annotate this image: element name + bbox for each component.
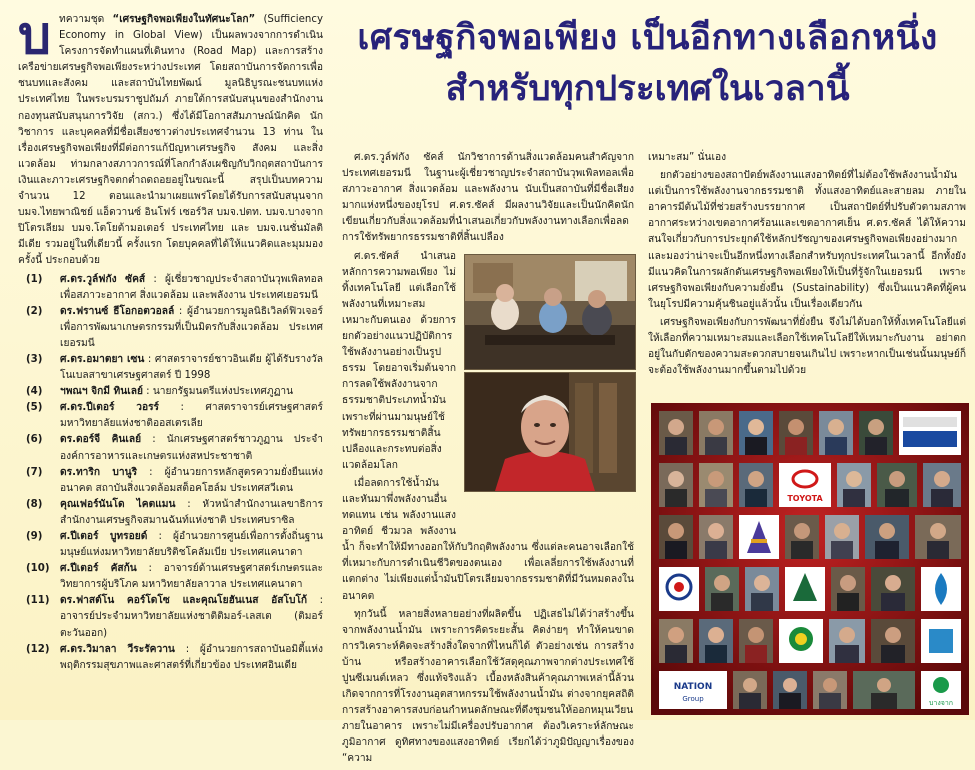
list-item: (10) ศ.ปีเตอร์ คัสก้น : อาจารย์ด้านเศรษฐศาสตร์เกษตรและวิทยาการผู้บริโภค มหาวิทยาลัยลาวาล ประเทศแคนาดา <box>26 563 323 591</box>
title-line-1: เศรษฐกิจพอเพียง เป็นอีกทางเลือกหนึ่ง <box>357 18 938 58</box>
portrait-tile <box>659 619 693 663</box>
body-paragraph: เศรษฐกิจพอเพียงกับการพัฒนาที่ยั่งยืน จึงไม่ได้บอกให้ทิ้งเทคโนโลยีแต่ให้เลือกที่ความเหมาะสมและเลือกใช้เทคโนโลยีให้เหมาะกับงาน อย่าตกอยู่ในกับดักของความสะดวกสบายจนเกินไป เพราะหากเป็นเช่นนั้นมนุษย์ก็จะต้องใช้พลังงานมากขึ้นตามไปด้วย <box>648 316 966 377</box>
list-item: (1) ศ.ดร.วูล์ฟกัง ซัคส์ : ผู้เชี่ยวชาญประจำสถาบันวุพเพิลทอลเพื่อสภาวะอากาศ สิ่งแวดล้อม และพลังงาน ประเทศเยอรมนี <box>26 273 324 301</box>
portrait-tile <box>773 671 807 709</box>
list-item: (8) คุณเฟอร์นันโด ไคตแมน : หัวหน้าสำนักงานเลขาธิการสำนักงานเศรษฐกิจสมานฉันท์แห่งชาติ ประเทศบราซิล <box>26 498 323 526</box>
body-paragraph: เมื่อลดการใช้น้ำมันและหันมาพึ่งพลังงานอื่นทดแทน เช่น พลังงานแสงอาทิตย์ ชีวมวล พลังงานน้ำ ก็จะทำให้มีทางออกให้กับวิกฤติพลังงาน ซึ่งแต่ละคนอาจเลือกใช้ที่เหมาะกับการดำเนินชีวิตของตนเอง เพื่อเลลี่ยการใช้พลังงานที่แตกต่าง ไม่เพียงแต่น้ำมันปิโตรเลียมจากธรรมชาติที่มีวันหมดลงในอนาคต <box>342 477 634 602</box>
logo-tile <box>739 515 779 559</box>
body-paragraph: ศ.ดร.ซัคส์ นำเสนอหลักการความพอเพียง ไม่ทิ้งเทคโนโลยี แต่เลือกใช้พลังงานที่เหมาะสม เหมาะกับตนเอง ด้วยการยกตัวอย่างแนวปฏิบัติการใช้พลังงานอย่างเป็นรูปธรรม โดยอาจเริ่มต้นจากการลดใช้พลังงานจากธรรมชาติประเภทน้ำมัน เพราะที่ผ่านมามนุษย์ใช้ทรัพยากรธรรมชาติสิ้นเปลืองและกระทบต่อสิ่งแวดล้อมโลก <box>342 250 456 471</box>
portrait-tile <box>739 411 773 455</box>
interviewee-collage <box>651 403 969 715</box>
drop-cap: บ <box>18 5 52 66</box>
portrait-tile <box>871 567 915 611</box>
title-line-2: สำหรับทุกประเทศในเวลานี้ <box>445 69 850 109</box>
logo-tile <box>921 619 961 663</box>
portrait-tile <box>739 619 773 663</box>
logo-tile <box>921 567 961 611</box>
body-paragraph: เหมาะสม” นั่นเอง <box>648 152 727 163</box>
portrait-tile <box>699 619 733 663</box>
logo-tile <box>899 411 961 455</box>
list-item: (11) ดร.ฟาสต์โน คอร์โดโซ และคุณโยฮันเนส อัสโบโก้ : อาจารย์ประจำมหาวิทยาลัยแห่งชาติติมอร์-เลสเต (ติมอร์ตะวันออก) <box>26 595 324 639</box>
portrait-tile <box>659 411 693 455</box>
list-item: (4) ฯพณฯ จิกมี ทินเลย์ : นายกรัฐมนตรีแห่งประเทศภูฏาน <box>26 386 294 398</box>
portrait-tile <box>739 463 773 507</box>
portrait-tile <box>877 463 917 507</box>
portrait-tile <box>705 567 739 611</box>
portrait-tile <box>923 463 961 507</box>
portrait-tile <box>837 463 871 507</box>
logo-tile <box>659 671 727 709</box>
nation-label: NATION <box>673 682 713 692</box>
portrait-tile <box>699 515 733 559</box>
list-item: (9) ศ.ปีเตอร์ บูทรอยด์ : ผู้อำนวยการศูนย์เพื่อการตั้งถิ่นฐานมนุษย์แห่งมหาวิทยาลัยบริติชโคลัมเบีย ประเทศแคนาดา <box>26 531 323 559</box>
group-label: Group <box>682 695 704 703</box>
portrait-tile <box>659 463 693 507</box>
logo-tile <box>659 567 699 611</box>
portrait-tile <box>699 411 733 455</box>
interviewee-list <box>18 272 323 674</box>
portrait-tile <box>659 515 693 559</box>
logo-tile <box>779 619 823 663</box>
portrait-tile <box>831 567 865 611</box>
portrait-tile <box>813 671 847 709</box>
portrait-tile <box>779 411 813 455</box>
list-item: (7) ดร.ทาริก บานูริ : ผู้อำนวยการหลักสูตรความยั่งยืนแห่งอนาคต สถาบันสิ่งแวดล้อมสต็อคโฮล์ม ประเทศสวีเดน <box>26 466 323 494</box>
portrait-tile <box>871 619 915 663</box>
intro-column <box>18 5 324 674</box>
article-title <box>330 12 965 114</box>
series-title: “เศรษฐกิจพอเพียงในทัศนะโลก” <box>112 14 256 25</box>
portrait-tile <box>785 515 819 559</box>
list-item: (3) ศ.ดร.อมาตยา เซน : ศาสตราจารย์ชาวอินเดีย ผู้ได้รับรางวัลโนเบลสาขาเศรษฐศาสตร์ ปี 1998 <box>26 353 324 382</box>
logo-tile <box>779 463 831 507</box>
portrait-tile <box>699 463 733 507</box>
portrait-tile <box>859 411 893 455</box>
right-column <box>648 150 966 381</box>
intro-paragraph: บทความชุด “เศรษฐกิจพอเพียงในทัศนะโลก” (Sufficiency Economy in Global View) เป็นผลพวงจากการดำเนินโครงการจัดทำแผนที่เดินทาง (Road Map) และการสร้างเครือข่ายเศรษฐกิจพอเพียงระหว่างประเทศ โดยสถาบันการจัดการเพื่อชนบทและสังคม และสถาบันไทยพัฒน์ มูลนิธิบูรณะชนบทแห่งประเทศไทย ในพระบรมราชูปถัมภ์ ภายใต้การสนับสนุนของสำนักงานกองทุนสนับสนุนการวิจัย (สกว.) ซึ่งได้มีโอกาสสัมภาษณ์นักคิด นักวิชาการ และบุคคลที่มีชื่อเสียงชาวต่างประเทศจำนวน 13 ท่าน ในเรื่องเศรษฐกิจพอเพียงที่มีต่อการแก้ปัญหาเศรษฐกิจ สังคม และสิ่งแวดล้อม ท่ามกลางสภาวการณ์ที่โลกกำลังเผชิญกับวิกฤตสถาบันการเงินและภาวะเศรษฐกิจตกต่ำถดถอยอยู่ในขณะนี้ สรุปเป็นบทความจำนวน 12 ตอนและนำมาเผยแพร่โดยได้รับการสนับสนุนจาก บมจ.ไทยพาณิชย์ แอ็ดวานซ์ อินโฟร์ เซอร์วิส บมจ.ปตท. บมจ.บางจากปิโตรเลียม บมจ.โตโยต้ามอเตอร์ ประเทศไทย และ บมจ.เนชั่นมัลติมีเดีย รวมอยู่ในที่เดียวนี้ ครั้งแรก โดยบุคคลที่ได้ให้แนวคิดและมุมมองครั้งนี้ ประกอบด้วย <box>18 5 323 267</box>
body-paragraph: ทุกวันนี้ หลายสิ่งหลายอย่างที่ผลิตขึ้น ปฏิเสธไม่ได้ว่าสร้างขึ้นจากพลังงานน้ำมัน เพราะการคิดระยะสั้น คิดง่ายๆ ทำให้คนขาดการวิเคราะห์คิดจะสร้างสิ่งใดจากที่ไหนก็ได้ ตัวอย่างเช่น การสร้างบ้าน หรือสร้างอาคารเลือกใช้วัสดุคุณภาพจากต่างประเทศใช้ปูนซีเมนต์เหลว ซึ่งแท้จริงแล้ว เบื้องหลังสินค้าคุณภาพเหล่านี้ล้วนเกิดจากการที่โรงงานอุตสาหกรรมใช้พลังงานน้ำมัน ต่างจากยุคสถิติการสร้างอาคารสงบก่อนกำหนดลักษณะที่ดึงชุมชนให้ออกหมุนเวียนภายในอาคาร เพราะไม่มีเครื่องปรับอากาศ ต้องวิเคราะห์ลักษณะภูมิอากาศ ดูทิศทางของแสงอาทิตย์ เรียกได้ว่าภูมิปัญญาเรื่องของ “ความ <box>342 608 634 765</box>
portrait-tile <box>865 515 909 559</box>
bangchak-label: บางจาก <box>928 699 954 707</box>
meeting-photo <box>464 254 636 370</box>
portrait-tile <box>915 515 961 559</box>
toyota-label: TOYOTA <box>787 494 823 503</box>
portrait-tile <box>829 619 865 663</box>
portrait-photo <box>464 372 636 492</box>
body-paragraph: ศ.ดร.วูล์ฟกัง ซัคส์ นักวิชาการด้านสิ่งแวดล้อมคนสำคัญจากประเทศเยอรมนี ในฐานะผู้เชี่ยวชาญประจำสถาบันวุพเพิลทอลเพื่อสภาวะอากาศ สิ่งแวดล้อม และพลังงาน นับเป็นสถาบันที่มีชื่อเสียงมากแห่งหนึ่งของยุโรป ศ.ดร.ซัคส์ มีผลงานวิจัยและเป็นนักคิดนักเขียนเกี่ยวกับสิ่งแวดล้อมที่นำเสนอเกี่ยวกับพลังงานทางเลือกเพื่อลดการใช้ทรัพยากรธรรมชาติที่สิ้นเปลือง <box>342 152 634 244</box>
portrait-tile <box>853 671 915 709</box>
body-paragraph: ยกตัวอย่างของสถาปัตย์พลังงานแสงอาทิตย์ที่ไม่ต้องใช้พลังงานน้ำมันแต่เป็นการใช้พลังงานจากธรรมชาติ ทั้งแสงอาทิตย์และสายลม ภายในอาคารมีต้นไม้ที่ช่วยสร้างบรรยากาศ เป็นสถาปัตย์ที่ปรับตัวตามสภาพอากาศระหว่างเขตอากาศร้อนและเขตอากาศเย็น ศ.ดร.ซัคส์ ได้ให้ความสนใจเกี่ยวกับการประยุกต์ใช้หลักปรัชญาของเศรษฐกิจพอเพียงอย่างมาก และมองว่าน่าจะเป็นอีกหนึ่งทางเลือกสำหรับทุกประเทศในเวลานี้ อีกทั้งยังมีแนวคิดในการผลักดันเศรษฐกิจพอเพียงให้เป็นที่รู้จักในเยอรมนี เพราะเศรษฐกิจพอเพียงกับความยั่งยืน (Sustainability) ซึ่งเป็นแนวคิดที่ผู้คนในยุโรปมีความคุ้นชินอยู่แล้วนั้น เป็นเรื่องเดียวกัน <box>648 170 966 310</box>
portrait-tile <box>825 515 859 559</box>
logo-tile <box>785 567 825 611</box>
logo-tile <box>921 671 961 709</box>
list-item: (2) ดร.ฟรานซ์ ธีโอกอตวอลล์ : ผู้อำนวยการมูลนิธิเวิลด์ฟิวเจอร์เพื่อการพัฒนาเกษตรกรรมที่เป็นมิตรกับสิ่งแวดล้อม ประเทศเยอรมนี <box>26 305 323 349</box>
portrait-tile <box>733 671 767 709</box>
portrait-tile <box>745 567 779 611</box>
portrait-tile <box>819 411 853 455</box>
list-item: (6) ดร.ดอร์จี คินเลย์ : นักเศรษฐศาสตร์ชาวภูฏาน ประจำองค์การอาหารและเกษตรแห่งสหประชาชาติ <box>26 434 323 462</box>
list-item: (12) ศ.ดร.วิมาลา วีระรัควาน : ผู้อำนวยการสถาบันอมิตี้แห่งพฤติกรรมสุขภาพและศาสตร์ที่เกี่ยวข้อง ประเทศอินเดีย <box>26 643 323 671</box>
list-item: (5) ศ.ดร.ปีเตอร์ วอรร์ : ศาสตราจารย์เศรษฐศาสตร์ มหาวิทยาลัยแห่งชาติออสเตรเลีย <box>26 402 323 430</box>
